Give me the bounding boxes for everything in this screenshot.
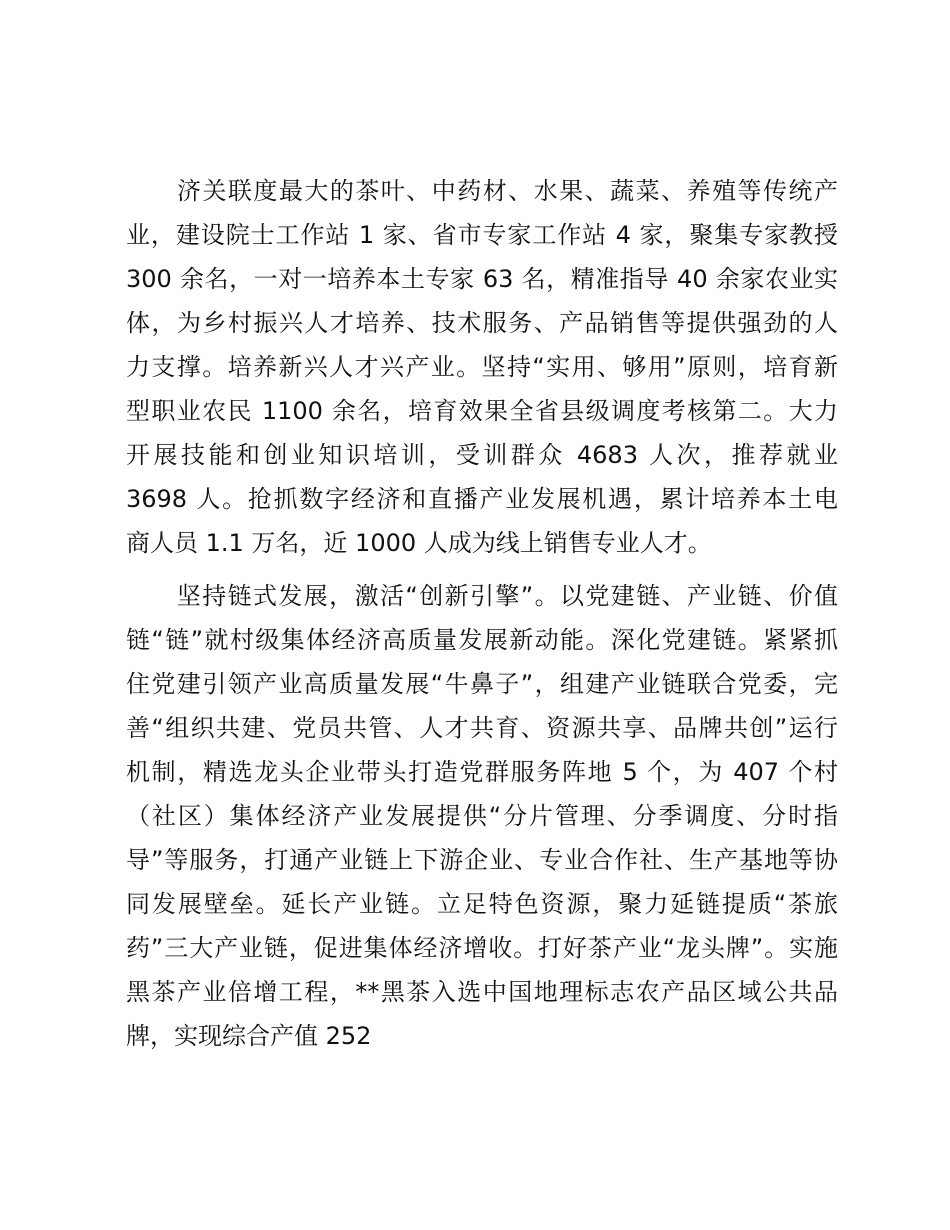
- text-line: 牌，实现综合产值 252: [126, 1022, 372, 1050]
- text-line: 黑茶产业倍增工程，**黑茶入选中国地理标志农产品区域公共品: [126, 978, 838, 1006]
- text-line: 济关联度最大的茶叶、中药材、水果、蔬菜、养殖等传统产: [126, 177, 838, 205]
- text-line: 型职业农民 1100 余名，培育效果全省县级调度考核第二。大力: [126, 397, 838, 425]
- text-line: 药”三大产业链，促进集体经济增收。打好茶产业“龙头牌”。实施: [126, 934, 838, 962]
- document-body: [126, 169, 838, 1058]
- text-line: 善“组织共建、党员共管、人才共育、资源共享、品牌共创”运行: [126, 714, 838, 742]
- text-line: 同发展壁垒。延长产业链。立足特色资源，聚力延链提质“茶旅: [126, 890, 838, 918]
- text-line: 3698 人。抢抓数字经济和直播产业发展机遇，累计培养本土电: [126, 485, 838, 513]
- text-line: （社区）集体经济产业发展提供“分片管理、分季调度、分时指: [126, 802, 838, 830]
- text-line: 住党建引领产业高质量发展“牛鼻子”，组建产业链联合党委，完: [126, 670, 838, 698]
- paragraph-chain-development: [126, 574, 838, 1058]
- text-line: 力支撑。培养新兴人才兴产业。坚持“实用、够用”原则，培育新: [126, 353, 838, 381]
- text-line: 坚持链式发展，激活“创新引擎”。以党建链、产业链、价值: [126, 582, 838, 610]
- text-line: 机制，精选龙头企业带头打造党群服务阵地 5 个，为 407 个村: [126, 758, 838, 786]
- paragraph-talent-cultivation: [126, 169, 838, 565]
- text-line: 导”等服务，打通产业链上下游企业、专业合作社、生产基地等协: [126, 846, 838, 874]
- text-line: 体，为乡村振兴人才培养、技术服务、产品销售等提供强劲的人: [126, 309, 838, 337]
- text-line: 300 余名，一对一培养本土专家 63 名，精准指导 40 余家农业实: [126, 265, 838, 293]
- text-line: 开展技能和创业知识培训，受训群众 4683 人次，推荐就业: [126, 441, 838, 469]
- paragraph-spacer: [126, 565, 838, 574]
- text-line: 商人员 1.1 万名，近 1000 人成为线上销售专业人才。: [126, 529, 712, 557]
- text-line: 业，建设院士工作站 1 家、省市专家工作站 4 家，聚集专家教授: [126, 221, 838, 249]
- text-line: 链“链”就村级集体经济高质量发展新动能。深化党建链。紧紧抓: [126, 626, 838, 654]
